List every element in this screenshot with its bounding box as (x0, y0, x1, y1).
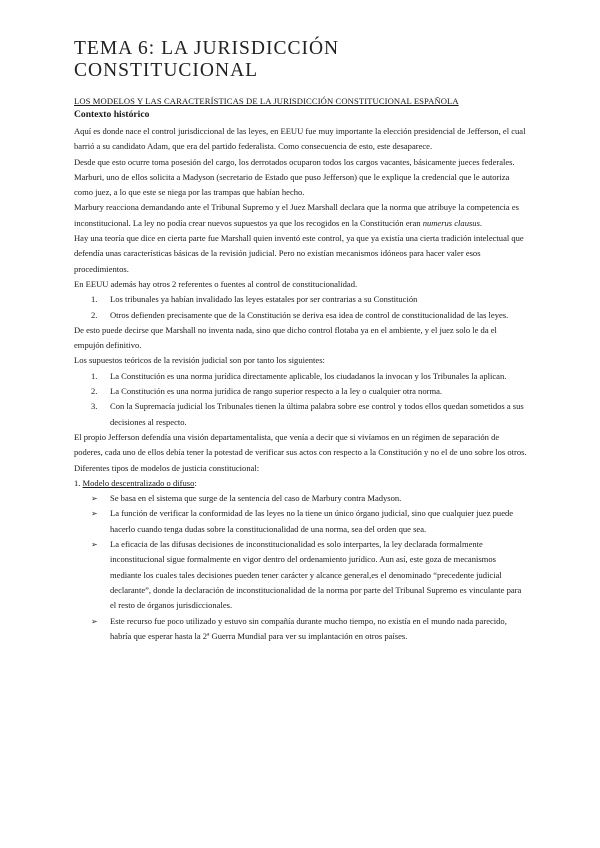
latin-term: numerus clausus (422, 217, 480, 228)
list-text: Se basa en el sistema que surge de la sentencia del caso de Marbury contra Madyson. (110, 493, 402, 504)
model-colon: : (194, 477, 197, 488)
list-item (74, 384, 528, 399)
paragraph: Los supuestos teóricos de la revisión judicial son por tanto los siguientes: (74, 355, 325, 366)
list-number: 3. (91, 401, 98, 412)
page-title: TEMA 6: LA JURISDICCIÓN CONSTITUCIONAL (74, 38, 340, 81)
list-text: Este recurso fue poco utilizado y estuvo sin compañía durante mucho tiempo, no existía en el mundo nada parecido, habría que esperar hasta la 2ª Guerra Mundial para ver su implantación en otros países. (110, 615, 507, 641)
model-label: Modelo descentralizado o difuso (82, 477, 195, 488)
list-text: La Constitución es una norma jurídica de rango superior respecto a la ley o cualquier otra norma. (110, 386, 443, 397)
list-number: 2. (91, 309, 98, 320)
paragraph: El propio Jefferson defendía una visión departamentalista, que venía a decir que si vivíamos en un régimen de separación de poderes, cada uno de ellos debía tener la potestad de verificar sus actos con respecto a la Constitución y no el de uno sobre los otros. (74, 431, 527, 458)
arrow-bullet-icon: ➢ (91, 509, 98, 519)
list-text: La eficacia de las difusas decisiones de inconstitucionalidad es solo interpartes, la ley declarada formalmente inconstitucional sigue formalmente en vigor dentro del ordenamiento jurídico. Aun así, este goza de mecanismos mediante los cuales tales decisiones pueden tener carácter y alcance general,es el denominado “precedente judicial declarante”, donde la declaración de inconstitucionalidad de la norma por parte del Tribunal Supremo es vinculante para el resto de órganos jurisdiccionales. (110, 539, 522, 611)
paragraph-text: . (479, 217, 483, 228)
list-text: Los tribunales ya habían invalidado las leyes estatales por ser contrarias a su Constitución (110, 294, 418, 305)
paragraph: Diferentes tipos de modelos de justicia constitucional: (74, 462, 260, 473)
list-item (74, 506, 528, 537)
subheading: Contexto histórico (74, 109, 150, 120)
arrow-bullet-icon: ➢ (91, 616, 98, 626)
paragraph: De esto puede decirse que Marshall no inventa nada, sino que dicho control flotaba ya en el ambiente, y el juez solo le da el empujón definitivo. (74, 324, 497, 351)
list-item (74, 308, 528, 323)
numbered-list-sources (74, 292, 528, 323)
paragraph-text: Marbury reacciona demandando ante el Tribunal Supremo y el Juez Marshall declara que la norma que atribuye la competencia es inconstitucional. La ley no podía crear nuevos supuestos ya que los recogidos en la Constitución eran (74, 202, 519, 228)
paragraph: Desde que esto ocurre toma posesión del cargo, los derrotados ocuparon todos los cargos vacantes, básicamente jueces federales. (74, 156, 515, 167)
list-text: Otros defienden precisamente que de la Constitución se deriva esa idea de control de constitucionalidad de las leyes. (110, 309, 509, 320)
list-item (74, 369, 528, 384)
model-number: 1. (74, 477, 83, 488)
list-item (74, 614, 528, 645)
list-item (74, 537, 528, 613)
paragraph: En EEUU además hay otros 2 referentes o fuentes al control de constitucionalidad. (74, 278, 358, 289)
paragraph: Marburi, uno de ellos solicita a Madyson (secretario de Estado que puso Jefferson) que le explique la credencial que le autoriza como juez, a lo que este se niega por las trampas que habían hecho. (74, 171, 510, 198)
list-item (74, 292, 528, 307)
list-item (74, 399, 528, 430)
list-number: 1. (91, 294, 98, 305)
arrow-bullet-icon: ➢ (91, 494, 98, 504)
paragraph: Hay una teoría que dice en cierta parte fue Marshall quien inventó este control, ya que ya existía una cierta tradición intelectual que defendía unas características básicas de la revisión judicial. Pero no existían mecanismos idóneos para hacer valer esos procedimientos. (74, 233, 524, 274)
list-item (74, 491, 528, 506)
model-heading (74, 476, 528, 491)
list-number: 2. (91, 386, 98, 397)
paragraph (74, 200, 528, 231)
section-heading: LOS MODELOS Y LAS CARACTERÍSTICAS DE LA JURISDICCIÓN CONSTITUCIONAL ESPAÑOLA (74, 96, 459, 106)
paragraph: Aquí es donde nace el control jurisdiccional de las leyes, en EEUU fue muy importante la elección presidencial de Jefferson, el cual barrió a su candidato Adam, que era del partido federalista. Como consecuencia de esto, este desaparece. (74, 126, 526, 152)
list-number: 1. (91, 370, 98, 381)
numbered-list-assumptions (74, 369, 528, 430)
list-text: La función de verificar la conformidad de las leyes no la tiene un único órgano judicial, sino que cualquier juez puede hacerlo cuando tenga dudas sobre la constitucionalidad de una norma, sea del orden que sea. (110, 508, 514, 534)
bullet-list (74, 491, 528, 644)
list-text: Con la Supremacía judicial los Tribunales tienen la última palabra sobre ese control y todos ellos quedan sometidos a sus decisiones al respecto. (110, 401, 524, 427)
list-text: La Constitución es una norma jurídica directamente aplicable, los ciudadanos la invocan y los Tribunales la aplican. (110, 370, 507, 381)
arrow-bullet-icon: ➢ (91, 540, 98, 550)
